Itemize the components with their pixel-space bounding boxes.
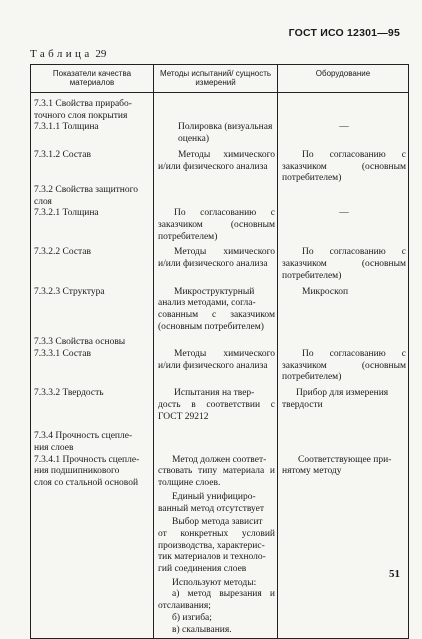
- table-caption-word: Таблица: [30, 48, 93, 60]
- cell-line: и/или физического анализа: [158, 259, 268, 270]
- cell-line: точного слоя покрытия: [34, 110, 128, 121]
- cell-line: Микроскоп: [302, 286, 349, 297]
- cell-line: ванный метод отсутствует: [158, 503, 265, 514]
- method-cell: [154, 185, 278, 208]
- method-cell: [154, 333, 278, 349]
- cell-line: 7.3.3.1 Состав: [34, 349, 92, 360]
- cell-line: По согласованию с: [174, 208, 275, 219]
- table-row: [31, 243, 409, 282]
- quality-cell: [31, 349, 154, 384]
- equipment-cell: [278, 384, 409, 423]
- cell-line: потребителем): [282, 270, 342, 281]
- cell-line: (основным потребителем): [158, 321, 264, 332]
- table-row: [31, 423, 409, 454]
- quality-cell: [31, 333, 154, 349]
- method-cell: [154, 455, 278, 639]
- quality-cell: [31, 384, 154, 423]
- cell-line: и/или физического анализа: [158, 161, 268, 172]
- equipment-cell: [278, 243, 409, 282]
- cell-line: Единый унифициро-: [172, 491, 256, 502]
- equipment-cell: [278, 423, 409, 454]
- cell-line: Методы химического: [174, 349, 275, 360]
- cell-line: тик материалов и техноло-: [158, 552, 266, 563]
- quality-cell: [31, 455, 154, 639]
- quality-cell: [31, 208, 154, 243]
- cell-line: 7.3.4 Прочность сцепле-: [34, 431, 133, 442]
- equipment-cell: [278, 122, 409, 145]
- table-row: [31, 185, 409, 208]
- cell-line: 7.3.2.1 Толщина: [34, 208, 99, 219]
- quality-cell: [31, 93, 154, 123]
- equipment-cell: [278, 93, 409, 123]
- cell-line: заказчиком (основным: [282, 259, 406, 270]
- table-row: [31, 349, 409, 384]
- cell-line: и/или физического анализа: [158, 360, 268, 371]
- equipment-cell: [278, 208, 409, 243]
- method-cell: [154, 349, 278, 384]
- cell-line: 7.3.3 Свойства основы: [34, 337, 126, 348]
- table-header-row: [31, 65, 409, 93]
- quality-cell: [31, 146, 154, 185]
- method-cell: [154, 146, 278, 185]
- method-cell: [154, 243, 278, 282]
- table-row: [31, 384, 409, 423]
- cell-line: ГОСТ 29212: [158, 411, 209, 422]
- method-cell: [154, 283, 278, 334]
- cell-line: оценка): [178, 134, 209, 145]
- table-row: [31, 283, 409, 334]
- col-header-methods: Методы испытаний/ сущность измерений: [154, 65, 278, 93]
- cell-line: потребителем): [158, 231, 218, 242]
- cell-line: заказчиком (основным: [282, 161, 406, 172]
- table-row: [31, 455, 409, 639]
- cell-line: 7.3.1.2 Состав: [34, 149, 92, 160]
- cell-line: Методы химического: [174, 247, 275, 258]
- dash-mark: —: [339, 208, 349, 219]
- col-header-quality: Показатели качества материалов: [31, 65, 154, 93]
- cell-line: гий соединения слоев: [158, 564, 247, 575]
- cell-line: Метод должен соответ-: [172, 454, 267, 465]
- cell-line: в) скалывания.: [172, 624, 232, 635]
- cell-line: заказчиком (основным: [158, 220, 275, 231]
- cell-line: По согласованию с: [302, 349, 406, 360]
- cell-line: Используют методы:: [172, 577, 257, 588]
- quality-methods-table: [30, 64, 409, 639]
- table-row: [31, 208, 409, 243]
- page-number: 51: [389, 568, 400, 580]
- cell-line: ния подшипникового: [34, 466, 120, 477]
- cell-line: Прибор для измерения: [296, 388, 389, 399]
- equipment-cell: [278, 333, 409, 349]
- method-cell: [154, 384, 278, 423]
- method-cell: [154, 122, 278, 145]
- method-cell: [154, 93, 278, 123]
- cell-line: 7.3.3.2 Твердость: [34, 388, 104, 399]
- equipment-cell: [278, 455, 409, 639]
- quality-cell: [31, 122, 154, 145]
- method-cell: [154, 208, 278, 243]
- standard-header: ГОСТ ИСО 12301—95: [288, 27, 400, 39]
- cell-line: потребителем): [282, 173, 342, 184]
- cell-line: б) изгиба;: [172, 612, 212, 623]
- cell-line: заказчиком (основным: [282, 360, 406, 371]
- cell-line: Полировка (визуальная: [178, 122, 273, 133]
- cell-line: потребителем): [282, 372, 342, 383]
- table-caption-number: 29: [95, 48, 107, 60]
- cell-line: твердости: [282, 399, 323, 410]
- cell-line: нятому методу: [282, 466, 342, 477]
- equipment-cell: [278, 349, 409, 384]
- cell-line: 7.3.4.1 Прочность сцепле-: [34, 454, 140, 465]
- quality-cell: [31, 185, 154, 208]
- table-row: [31, 122, 409, 145]
- dash-mark: —: [339, 122, 349, 133]
- table-caption: [30, 48, 106, 60]
- cell-line: ствовать типу материала и: [158, 466, 275, 477]
- cell-line: толщине слоев.: [158, 478, 221, 489]
- equipment-cell: [278, 146, 409, 185]
- cell-line: Выбор метода зависит: [172, 517, 263, 528]
- cell-line: Микроструктурный: [174, 286, 255, 297]
- equipment-cell: [278, 283, 409, 334]
- method-cell: [154, 423, 278, 454]
- cell-line: Соответствующее при-: [298, 454, 392, 465]
- equipment-cell: [278, 185, 409, 208]
- cell-line: слоя: [34, 196, 52, 207]
- quality-cell: [31, 243, 154, 282]
- cell-line: слоя со стальной основой: [34, 478, 139, 489]
- cell-line: сованным с заказчиком: [158, 309, 275, 320]
- cell-line: 7.3.2.3 Структура: [34, 286, 105, 297]
- cell-line: а) метод вырезания и: [172, 589, 275, 600]
- quality-cell: [31, 423, 154, 454]
- cell-line: 7.3.2.2 Состав: [34, 247, 92, 258]
- col-header-equipment: Оборудование: [278, 65, 409, 93]
- cell-line: 7.3.1 Свойства прирабо-: [34, 99, 132, 109]
- cell-line: производства, характерис-: [158, 540, 265, 551]
- table-row: [31, 93, 409, 123]
- cell-line: Методы химического: [178, 149, 275, 160]
- cell-line: По согласованию с: [302, 247, 406, 258]
- cell-line: По согласованию с: [302, 149, 406, 160]
- cell-line: ния слоев: [34, 442, 74, 453]
- cell-line: анализ методами, согла-: [158, 298, 256, 309]
- cell-line: дость в соответствии с: [158, 399, 275, 410]
- table-row: [31, 146, 409, 185]
- quality-cell: [31, 283, 154, 334]
- cell-line: 7.3.2 Свойства защитного: [34, 184, 139, 195]
- cell-line: 7.3.1.1 Толщина: [34, 122, 99, 133]
- cell-line: отслаивания;: [158, 601, 211, 612]
- cell-line: от конкретных условий: [158, 528, 275, 539]
- cell-line: Испытания на твер-: [174, 388, 255, 399]
- table-row: [31, 333, 409, 349]
